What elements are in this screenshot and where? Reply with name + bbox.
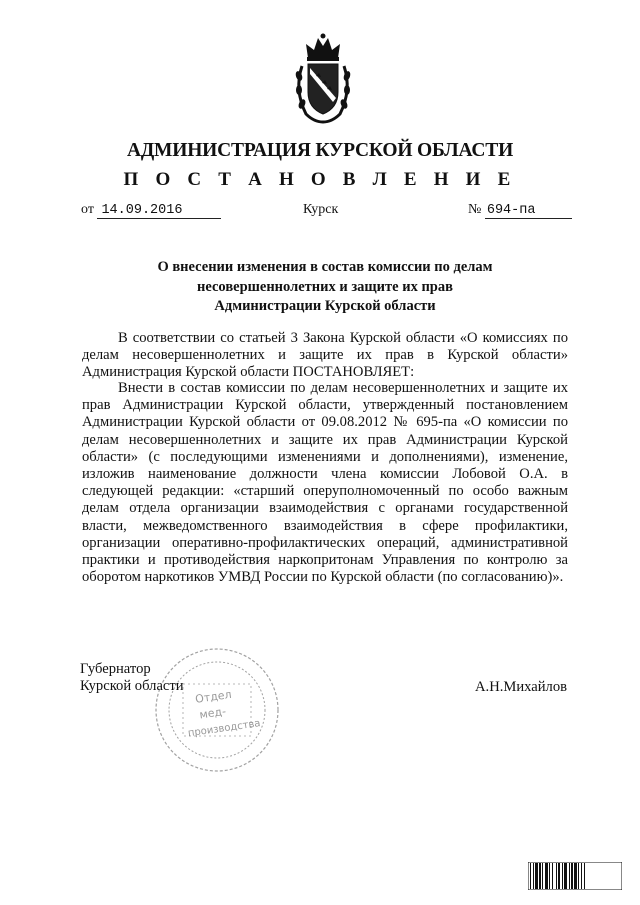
number-prefix: № [468, 202, 482, 217]
stamp-text-line: Отдел [194, 687, 233, 706]
document-city: Курск [303, 202, 339, 217]
stamp-text-line: производства [187, 718, 262, 740]
barcode [528, 862, 622, 890]
document-heading [110, 258, 540, 317]
heading-line: Администрации Курской области [214, 298, 436, 314]
heading-line: несовершеннолетних и защите их прав [197, 278, 453, 295]
signatory-position-line: Губернатор [80, 661, 151, 677]
document-type-title: П О С Т А Н О В Л Е Н И Е [123, 169, 517, 190]
signatory-position-line: Курской области [80, 678, 184, 694]
stamp-text-line: мед- [198, 704, 227, 722]
signatory-name: А.Н.Михайлов [475, 679, 568, 695]
number-field [468, 202, 572, 219]
body-paragraph-basis: В соответствии со статьей 3 Закона Курской области «О комиссиях по делам несовершеннолетних и защите их прав в Курской области» Администрация Курской области ПОСТАНОВЛЯЕТ: [82, 330, 568, 381]
organization-title: АДМИНИСТРАЦИЯ КУРСКОЙ ОБЛАСТИ [126, 140, 514, 161]
document-date: 14.09.2016 [97, 204, 221, 219]
official-stamp [153, 646, 281, 774]
body-paragraph-resolution: Внести в состав комиссии по делам несовершеннолетних и защите их прав Администрации Курской области, утвержденный постановлением Администрации Курской области от 09.08.2012 № 695-па «О комиссии по делам несовершеннолетних и защите их прав Администрации Курской области» (с последующими изменениями и дополнениями), изменение, изложив наименование должности члена комиссии Лобовой О.А. в следующей редакции: «старший оперуполномоченный по особо важным делам отдела организации взаимодействия с органами государственной власти, межведомственного взаимодействия в сфере профилактики, организации оперативно-профилактических операций, административной практики и противодействия наркопритонам Управления по контролю за оборотом наркотиков УМВД России по Курской области (по согласованию)». [82, 380, 568, 586]
document-number: 694-па [485, 204, 572, 219]
heading-line: О внесении изменения в состав комиссии по делам [157, 259, 493, 275]
date-field [81, 202, 221, 219]
coat-of-arms-emblem [292, 32, 354, 124]
date-prefix: от [81, 202, 94, 217]
